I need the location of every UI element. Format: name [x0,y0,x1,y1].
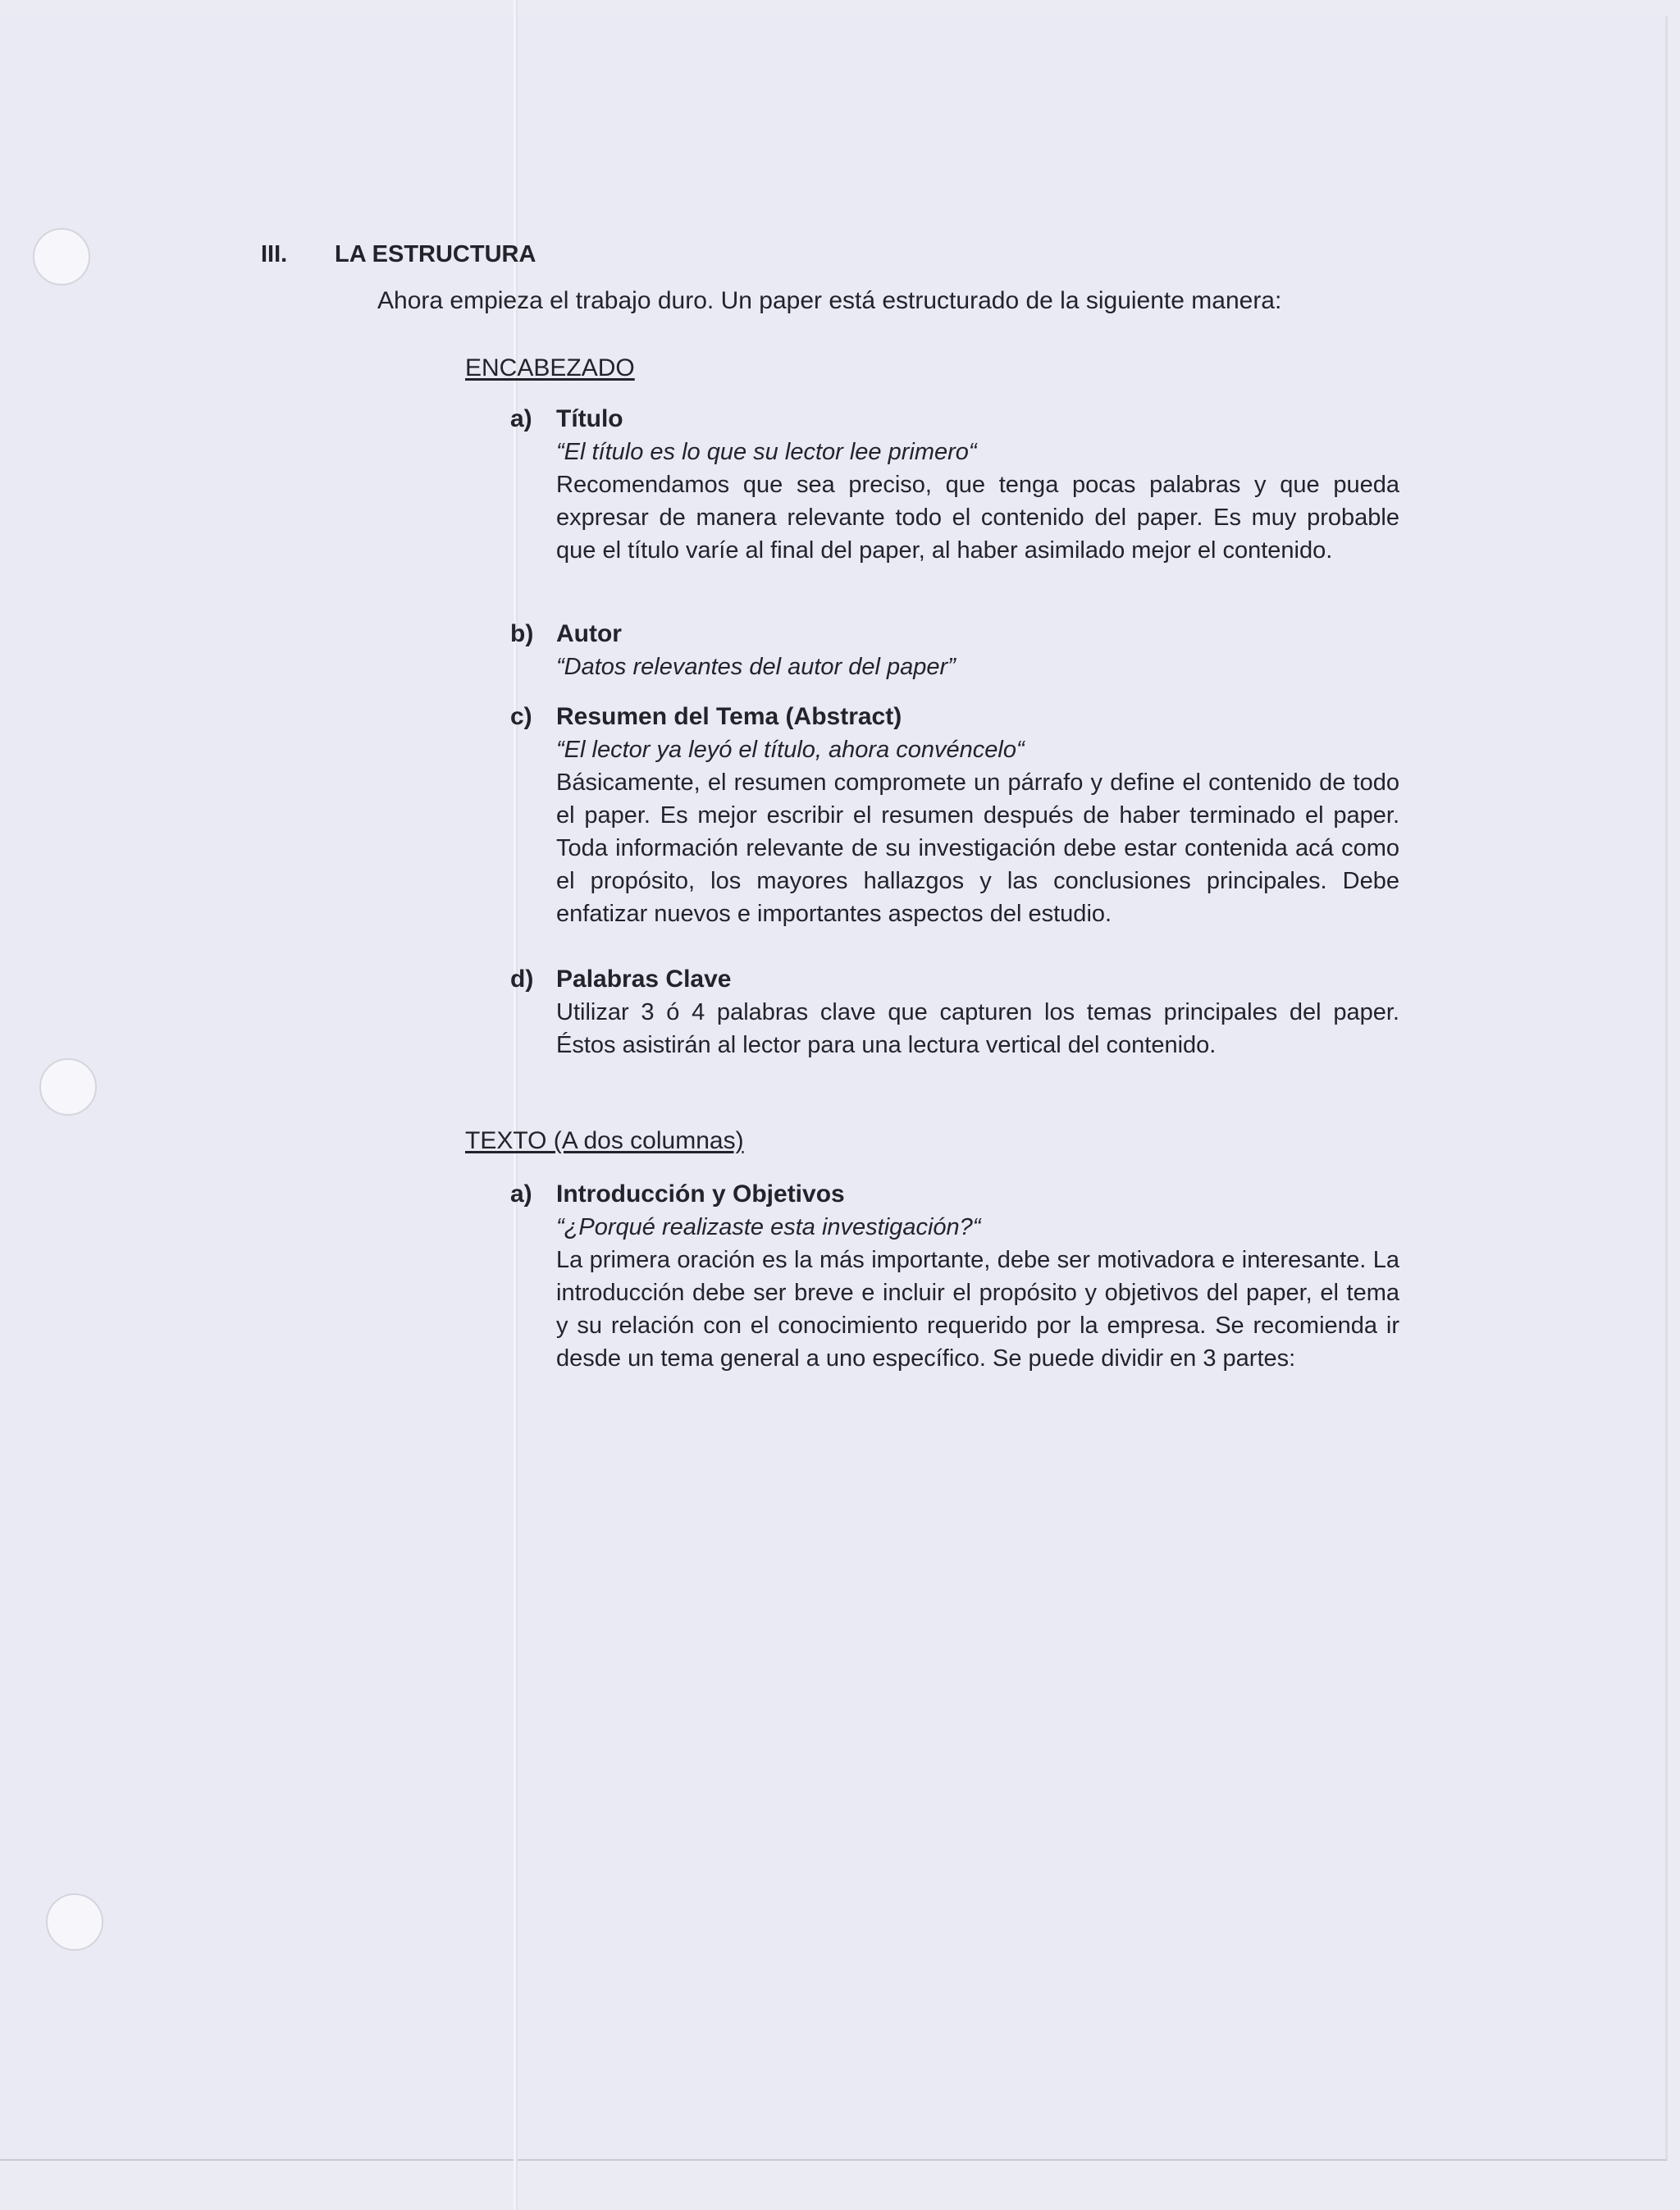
item-text: La primera oración es la más importante, debe ser motivadora e interesante. La introducción debe ser breve e incluir el propósito y objetivos del paper, el tema y su relación con el conocimiento requerido por la empresa. Se recomienda ir desde un tema general a uno específico. Se puede dividir en 3 partes: [556,1247,1399,1372]
group-heading-texto: TEXTO (A dos columnas) [465,1127,744,1154]
item-letter: b) [510,620,534,647]
item-text: Recomendamos que sea preciso, que tenga pocas palabras y que pueda expresar de manera relevante todo el contenido del paper. Es muy probable que el título varíe al final del paper, al haber asimilado mejor el contenido. [556,472,1399,564]
item-text: Básicamente, el resumen compromete un párrafo y define el contenido de todo el paper. Es mejor escribir el resumen después de haber terminado el paper. Toda información relevante de su investigación debe estar contenida acá como el propósito, los mayores hallazgos y las conclusiones principales. Debe enfatizar nuevos e importantes aspectos del estudio. [556,769,1399,927]
section-number: III. [261,241,288,267]
item-title: Autor [556,620,622,647]
item-resumen [556,701,1399,930]
item-palabras-clave [556,963,1399,1062]
item-quote: “¿Porqué realizaste esta investigación?“ [556,1214,981,1240]
item-letter: c) [510,703,532,730]
item-quote: “El título es lo que su lector lee primero“ [556,439,977,465]
item-letter: d) [510,966,534,993]
item-title: Palabras Clave [556,966,732,993]
item-text: Utilizar 3 ó 4 palabras clave que capturen los temas principales del paper. Éstos asistirán al lector para una lectura vertical del contenido. [556,999,1399,1058]
item-autor [556,618,1399,683]
item-title: Título [556,405,623,432]
item-letter: a) [510,405,532,432]
item-titulo [556,403,1399,567]
item-introduccion [556,1178,1399,1375]
section-intro: Ahora empieza el trabajo duro. Un paper está estructurado de la siguiente manera: [377,287,1282,314]
item-quote: “Datos relevantes del autor del paper” [556,654,956,680]
item-letter: a) [510,1180,532,1208]
item-title: Introducción y Objetivos [556,1180,845,1208]
group-heading-encabezado: ENCABEZADO [465,354,635,381]
item-quote: “El lector ya leyó el título, ahora convéncelo“ [556,737,1025,763]
section-title: LA ESTRUCTURA [335,241,536,267]
item-title: Resumen del Tema (Abstract) [556,703,902,730]
